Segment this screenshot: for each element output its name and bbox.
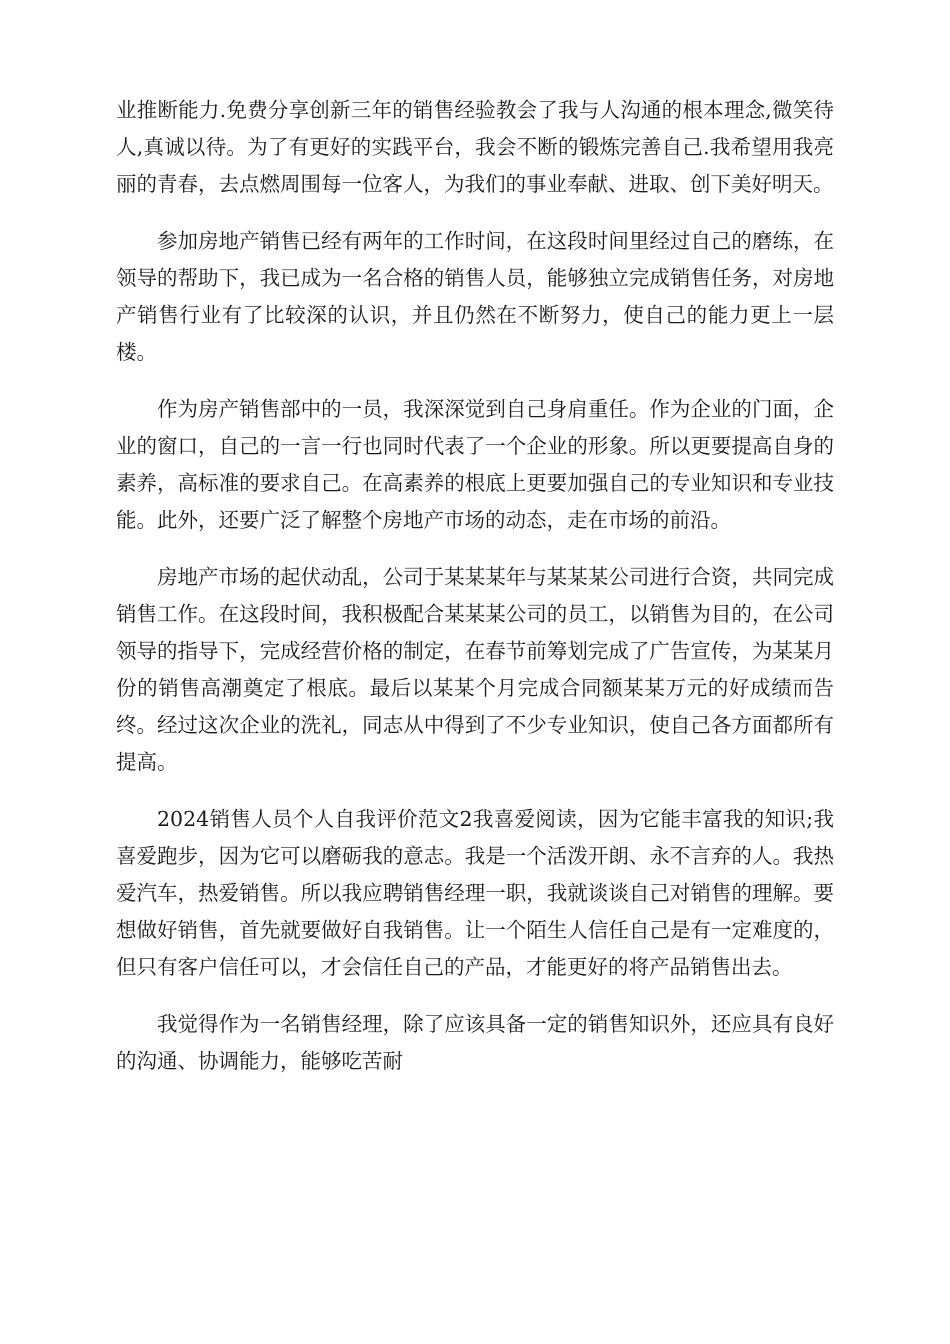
paragraph-2: 参加房地产销售已经有两年的工作时间，在这段时间里经过自己的磨练，在领导的帮助下，我已成为一名合格的销售人员，能够独立完成销售任务，对房地产销售行业有了比较深的认识，并且仍然在不断努力，使自己的能力更上一层楼。 [116,229,834,364]
paragraph-4: 房地产市场的起伏动乱，公司于某某某年与某某某公司进行合资，共同完成销售工作。在这段时间，我积极配合某某某公司的员工，以销售为目的，在公司领导的指导下，完成经营价格的制定，在春节前筹划完成了广告宣传，为某某月份的销售高潮奠定了根底。最后以某某个月完成合同额某某万元的好成绩而告终。经过这次企业的洗礼，同志从中得到了不少专业知识，使自己各方面都所有提高。 [116,565,834,774]
paragraph-1: 业推断能力.免费分享创新三年的销售经验教会了我与人沟通的根本理念,微笑待人,真诚以待。为了有更好的实践平台，我会不断的锻炼完善自己.我希望用我亮丽的青春，去点燃周围每一位客人，为我们的事业奉献、进取、创下美好明天。 [116,98,834,196]
paragraph-6: 我觉得作为一名销售经理，除了应该具备一定的销售知识外，还应具有良好的沟通、协调能力，能够吃苦耐 [116,1012,834,1073]
paragraph-5: 2024销售人员个人自我评价范文2我喜爱阅读，因为它能丰富我的知识;我喜爱跑步，因为它可以磨砺我的意志。我是一个活泼开朗、永不言弃的人。我热爱汽车，热爱销售。所以我应聘销售经理一职，我就谈谈自己对销售的理解。要想做好销售，首先就要做好自我销售。让一个陌生人信任自己是有一定难度的，但只有客户信任可以，才会信任自己的产品，才能更好的将产品销售出去。 [116,807,834,979]
paragraph-3: 作为房产销售部中的一员，我深深觉到自己身肩重任。作为企业的门面，企业的窗口，自己的一言一行也同时代表了一个企业的形象。所以更要提高自身的素养，高标准的要求自己。在高素养的根底上更要加强自己的专业知识和专业技能。此外，还要广泛了解整个房地产市场的动态，走在市场的前沿。 [116,397,834,532]
document-body [116,92,834,1100]
